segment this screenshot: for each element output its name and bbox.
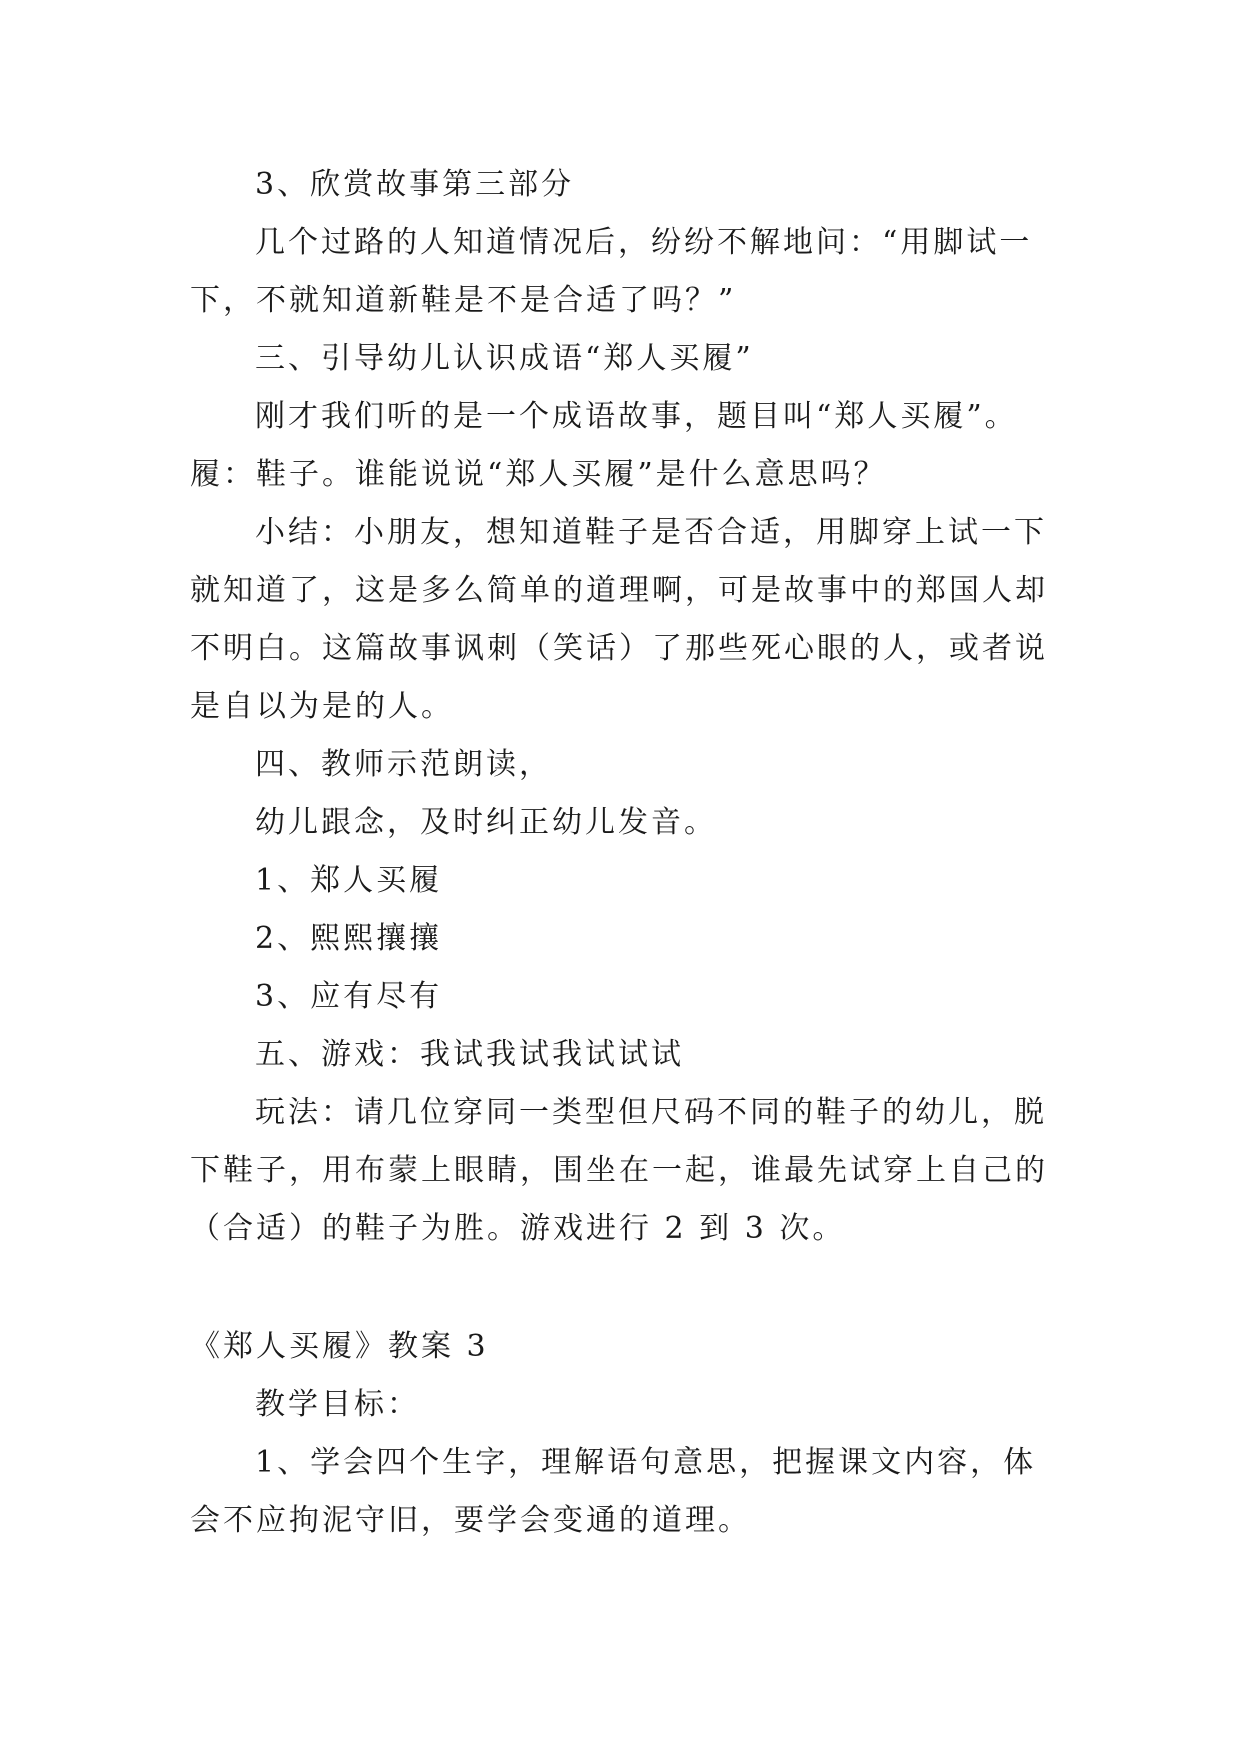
step3-heading: 三、引导幼儿认识成语“郑人买履” [255,341,754,376]
idiom-item-3: 3、应有尽有 [255,979,443,1014]
story-part3-text-line-2: 下，不就知道新鞋是不是合适了吗？” [190,283,737,318]
step3-text-line-1: 刚才我们听的是一个成语故事，题目叫“郑人买履”。 [255,399,1018,434]
game-text-line-1: 玩法：请几位穿同一类型但尺码不同的鞋子的幼儿，脱 [255,1095,1047,1130]
summary-text-line-1: 小结：小朋友，想知道鞋子是否合适，用脚穿上试一下 [255,515,1047,550]
objective-1-line-2: 会不应拘泥守旧，要学会变通的道理。 [190,1503,751,1538]
summary-text-line-3: 不明白。这篇故事讽刺（笑话）了那些死心眼的人，或者说 [190,631,1048,666]
step5-heading: 五、游戏：我试我试我试试试 [255,1037,684,1072]
lesson-body-part-b [190,1318,1060,1550]
lesson-plan-title: 《郑人买履》教案 3 [190,1329,489,1364]
objective-1-line-1: 1、学会四个生字，理解语句意思，把握课文内容，体 [255,1445,1037,1480]
idiom-item-2: 2、熙熙攘攘 [255,921,443,956]
story-part3-heading: 3、欣赏故事第三部分 [255,167,575,202]
step4-heading: 四、教师示范朗读， [255,747,552,782]
summary-text-line-2: 就知道了，这是多么简单的道理啊，可是故事中的郑国人却 [190,573,1048,608]
game-text-line-3: （合适）的鞋子为胜。游戏进行 2 到 3 次。 [190,1211,846,1246]
story-part3-text-line-1: 几个过路的人知道情况后，纷纷不解地问：“用脚试一 [255,225,1033,260]
objectives-heading: 教学目标： [255,1387,420,1422]
step3-text-line-2: 履：鞋子。谁能说说“郑人买履”是什么意思吗？ [190,457,887,492]
game-text-line-2: 下鞋子，用布蒙上眼睛，围坐在一起，谁最先试穿上自己的 [190,1153,1048,1188]
lesson-body-part-a [190,156,1060,1258]
step4-text: 幼儿跟念，及时纠正幼儿发音。 [255,805,717,840]
idiom-item-1: 1、郑人买履 [255,863,443,898]
summary-text-line-4: 是自以为是的人。 [190,689,454,724]
